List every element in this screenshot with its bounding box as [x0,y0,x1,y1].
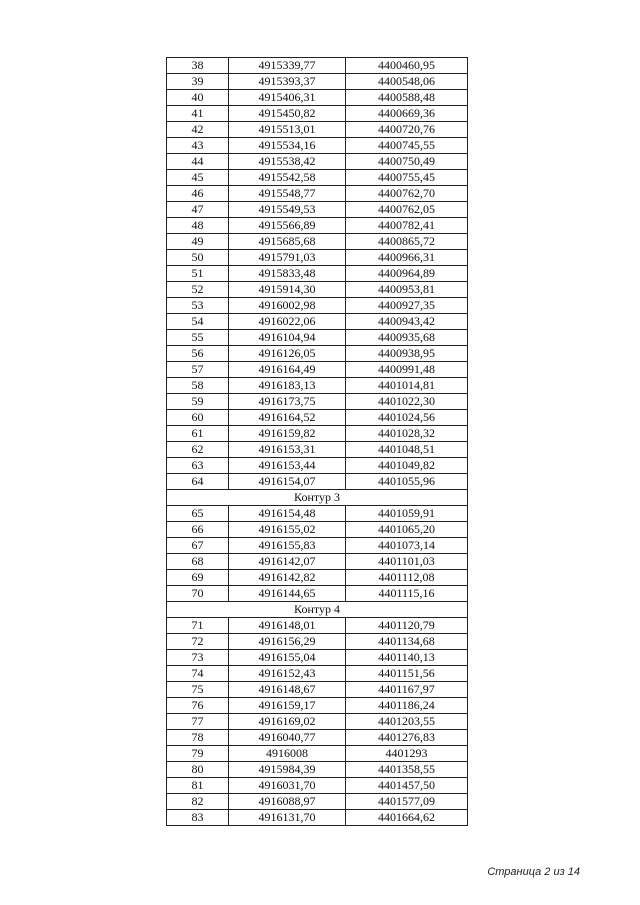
x-coordinate-cell: 4916183,13 [229,378,346,394]
point-number-cell: 72 [167,634,229,650]
y-coordinate-cell: 4401073,14 [346,538,468,554]
table-row [167,698,468,714]
x-coordinate-cell: 4916159,82 [229,426,346,442]
point-number-cell: 48 [167,218,229,234]
x-coordinate-cell: 4915450,82 [229,106,346,122]
point-number-cell: 75 [167,682,229,698]
x-coordinate-cell: 4916022,06 [229,314,346,330]
point-number-cell: 56 [167,346,229,362]
point-number-cell: 63 [167,458,229,474]
y-coordinate-cell: 4401014,81 [346,378,468,394]
coordinates-table [166,57,468,826]
point-number-cell: 71 [167,618,229,634]
table-row [167,330,468,346]
y-coordinate-cell: 4401577,09 [346,794,468,810]
point-number-cell: 54 [167,314,229,330]
x-coordinate-cell: 4915566,89 [229,218,346,234]
y-coordinate-cell: 4400762,05 [346,202,468,218]
x-coordinate-cell: 4916164,49 [229,362,346,378]
point-number-cell: 65 [167,506,229,522]
y-coordinate-cell: 4400938,95 [346,346,468,362]
table-row [167,58,468,74]
y-coordinate-cell: 4401664,62 [346,810,468,826]
table-row [167,74,468,90]
x-coordinate-cell: 4916173,75 [229,394,346,410]
point-number-cell: 50 [167,250,229,266]
y-coordinate-cell: 4401140,13 [346,650,468,666]
y-coordinate-cell: 4401151,56 [346,666,468,682]
point-number-cell: 59 [167,394,229,410]
table-row [167,506,468,522]
table-row [167,186,468,202]
x-coordinate-cell: 4915513,01 [229,122,346,138]
x-coordinate-cell: 4916031,70 [229,778,346,794]
table-row [167,394,468,410]
table-row [167,250,468,266]
point-number-cell: 74 [167,666,229,682]
y-coordinate-cell: 4400669,36 [346,106,468,122]
point-number-cell: 61 [167,426,229,442]
x-coordinate-cell: 4916153,31 [229,442,346,458]
table-row [167,106,468,122]
point-number-cell: 39 [167,74,229,90]
point-number-cell: 43 [167,138,229,154]
point-number-cell: 46 [167,186,229,202]
table-row [167,378,468,394]
contour-heading: Контур 3 [167,490,468,506]
table-row [167,730,468,746]
table-row [167,746,468,762]
x-coordinate-cell: 4916104,94 [229,330,346,346]
point-number-cell: 68 [167,554,229,570]
y-coordinate-cell: 4401134,68 [346,634,468,650]
point-number-cell: 45 [167,170,229,186]
y-coordinate-cell: 4401048,51 [346,442,468,458]
x-coordinate-cell: 4916155,83 [229,538,346,554]
point-number-cell: 67 [167,538,229,554]
table-row [167,634,468,650]
y-coordinate-cell: 4400964,89 [346,266,468,282]
point-number-cell: 41 [167,106,229,122]
point-number-cell: 83 [167,810,229,826]
table-row [167,314,468,330]
y-coordinate-cell: 4400865,72 [346,234,468,250]
x-coordinate-cell: 4915406,31 [229,90,346,106]
table-row [167,282,468,298]
point-number-cell: 60 [167,410,229,426]
point-number-cell: 52 [167,282,229,298]
table-row [167,618,468,634]
y-coordinate-cell: 4400750,49 [346,154,468,170]
y-coordinate-cell: 4400755,45 [346,170,468,186]
point-number-cell: 76 [167,698,229,714]
point-number-cell: 64 [167,474,229,490]
table-row [167,202,468,218]
y-coordinate-cell: 4400953,81 [346,282,468,298]
table-row [167,218,468,234]
y-coordinate-cell: 4401049,82 [346,458,468,474]
point-number-cell: 38 [167,58,229,74]
y-coordinate-cell: 4401059,91 [346,506,468,522]
point-number-cell: 44 [167,154,229,170]
point-number-cell: 51 [167,266,229,282]
point-number-cell: 82 [167,794,229,810]
table-row [167,570,468,586]
x-coordinate-cell: 4916142,07 [229,554,346,570]
point-number-cell: 69 [167,570,229,586]
x-coordinate-cell: 4916008 [229,746,346,762]
table-row [167,90,468,106]
x-coordinate-cell: 4916155,04 [229,650,346,666]
table-row [167,346,468,362]
table-row [167,426,468,442]
x-coordinate-cell: 4916131,70 [229,810,346,826]
y-coordinate-cell: 4401358,55 [346,762,468,778]
x-coordinate-cell: 4916159,17 [229,698,346,714]
table-row [167,170,468,186]
contour-heading: Контур 4 [167,602,468,618]
page-number-footer: Страница 2 из 14 [487,866,580,878]
point-number-cell: 62 [167,442,229,458]
point-number-cell: 78 [167,730,229,746]
y-coordinate-cell: 4400745,55 [346,138,468,154]
point-number-cell: 49 [167,234,229,250]
point-number-cell: 47 [167,202,229,218]
y-coordinate-cell: 4401115,16 [346,586,468,602]
x-coordinate-cell: 4915534,16 [229,138,346,154]
x-coordinate-cell: 4916156,29 [229,634,346,650]
table-row [167,266,468,282]
contour-heading-row [167,602,468,618]
x-coordinate-cell: 4915339,77 [229,58,346,74]
table-row [167,554,468,570]
y-coordinate-cell: 4401293 [346,746,468,762]
table-row [167,410,468,426]
point-number-cell: 81 [167,778,229,794]
x-coordinate-cell: 4916126,05 [229,346,346,362]
x-coordinate-cell: 4915791,03 [229,250,346,266]
x-coordinate-cell: 4915685,68 [229,234,346,250]
y-coordinate-cell: 4401112,08 [346,570,468,586]
y-coordinate-cell: 4401457,50 [346,778,468,794]
y-coordinate-cell: 4401101,03 [346,554,468,570]
point-number-cell: 53 [167,298,229,314]
table-row [167,122,468,138]
point-number-cell: 77 [167,714,229,730]
point-number-cell: 55 [167,330,229,346]
x-coordinate-cell: 4915542,58 [229,170,346,186]
x-coordinate-cell: 4916169,02 [229,714,346,730]
coordinates-table-body [167,58,468,826]
point-number-cell: 57 [167,362,229,378]
point-number-cell: 80 [167,762,229,778]
table-row [167,154,468,170]
y-coordinate-cell: 4400943,42 [346,314,468,330]
y-coordinate-cell: 4400460,95 [346,58,468,74]
table-row [167,794,468,810]
table-row [167,298,468,314]
x-coordinate-cell: 4916144,65 [229,586,346,602]
y-coordinate-cell: 4401186,24 [346,698,468,714]
x-coordinate-cell: 4916148,67 [229,682,346,698]
x-coordinate-cell: 4915833,48 [229,266,346,282]
table-row [167,682,468,698]
table-row [167,762,468,778]
y-coordinate-cell: 4401022,30 [346,394,468,410]
point-number-cell: 66 [167,522,229,538]
contour-heading-row [167,490,468,506]
table-row [167,522,468,538]
y-coordinate-cell: 4401203,55 [346,714,468,730]
point-number-cell: 70 [167,586,229,602]
y-coordinate-cell: 4400720,76 [346,122,468,138]
y-coordinate-cell: 4400588,48 [346,90,468,106]
table-row [167,650,468,666]
x-coordinate-cell: 4916164,52 [229,410,346,426]
table-row [167,538,468,554]
y-coordinate-cell: 4401276,83 [346,730,468,746]
table-row [167,234,468,250]
x-coordinate-cell: 4915549,53 [229,202,346,218]
x-coordinate-cell: 4916148,01 [229,618,346,634]
y-coordinate-cell: 4401120,79 [346,618,468,634]
point-number-cell: 40 [167,90,229,106]
y-coordinate-cell: 4401065,20 [346,522,468,538]
y-coordinate-cell: 4400782,41 [346,218,468,234]
point-number-cell: 58 [167,378,229,394]
point-number-cell: 73 [167,650,229,666]
table-row [167,714,468,730]
y-coordinate-cell: 4400935,68 [346,330,468,346]
y-coordinate-cell: 4401055,96 [346,474,468,490]
x-coordinate-cell: 4915538,42 [229,154,346,170]
table-row [167,666,468,682]
x-coordinate-cell: 4915393,37 [229,74,346,90]
x-coordinate-cell: 4916153,44 [229,458,346,474]
table-row [167,474,468,490]
y-coordinate-cell: 4400548,06 [346,74,468,90]
x-coordinate-cell: 4916152,43 [229,666,346,682]
point-number-cell: 79 [167,746,229,762]
y-coordinate-cell: 4400966,31 [346,250,468,266]
x-coordinate-cell: 4916154,48 [229,506,346,522]
table-row [167,778,468,794]
table-row [167,138,468,154]
x-coordinate-cell: 4916088,97 [229,794,346,810]
x-coordinate-cell: 4916142,82 [229,570,346,586]
x-coordinate-cell: 4915984,39 [229,762,346,778]
table-row [167,442,468,458]
y-coordinate-cell: 4400991,48 [346,362,468,378]
y-coordinate-cell: 4400927,35 [346,298,468,314]
x-coordinate-cell: 4916040,77 [229,730,346,746]
x-coordinate-cell: 4916155,02 [229,522,346,538]
x-coordinate-cell: 4916154,07 [229,474,346,490]
point-number-cell: 42 [167,122,229,138]
y-coordinate-cell: 4401028,32 [346,426,468,442]
y-coordinate-cell: 4400762,70 [346,186,468,202]
x-coordinate-cell: 4915914,30 [229,282,346,298]
x-coordinate-cell: 4916002,98 [229,298,346,314]
x-coordinate-cell: 4915548,77 [229,186,346,202]
table-row [167,810,468,826]
y-coordinate-cell: 4401167,97 [346,682,468,698]
table-row [167,362,468,378]
y-coordinate-cell: 4401024,56 [346,410,468,426]
table-row [167,586,468,602]
table-row [167,458,468,474]
